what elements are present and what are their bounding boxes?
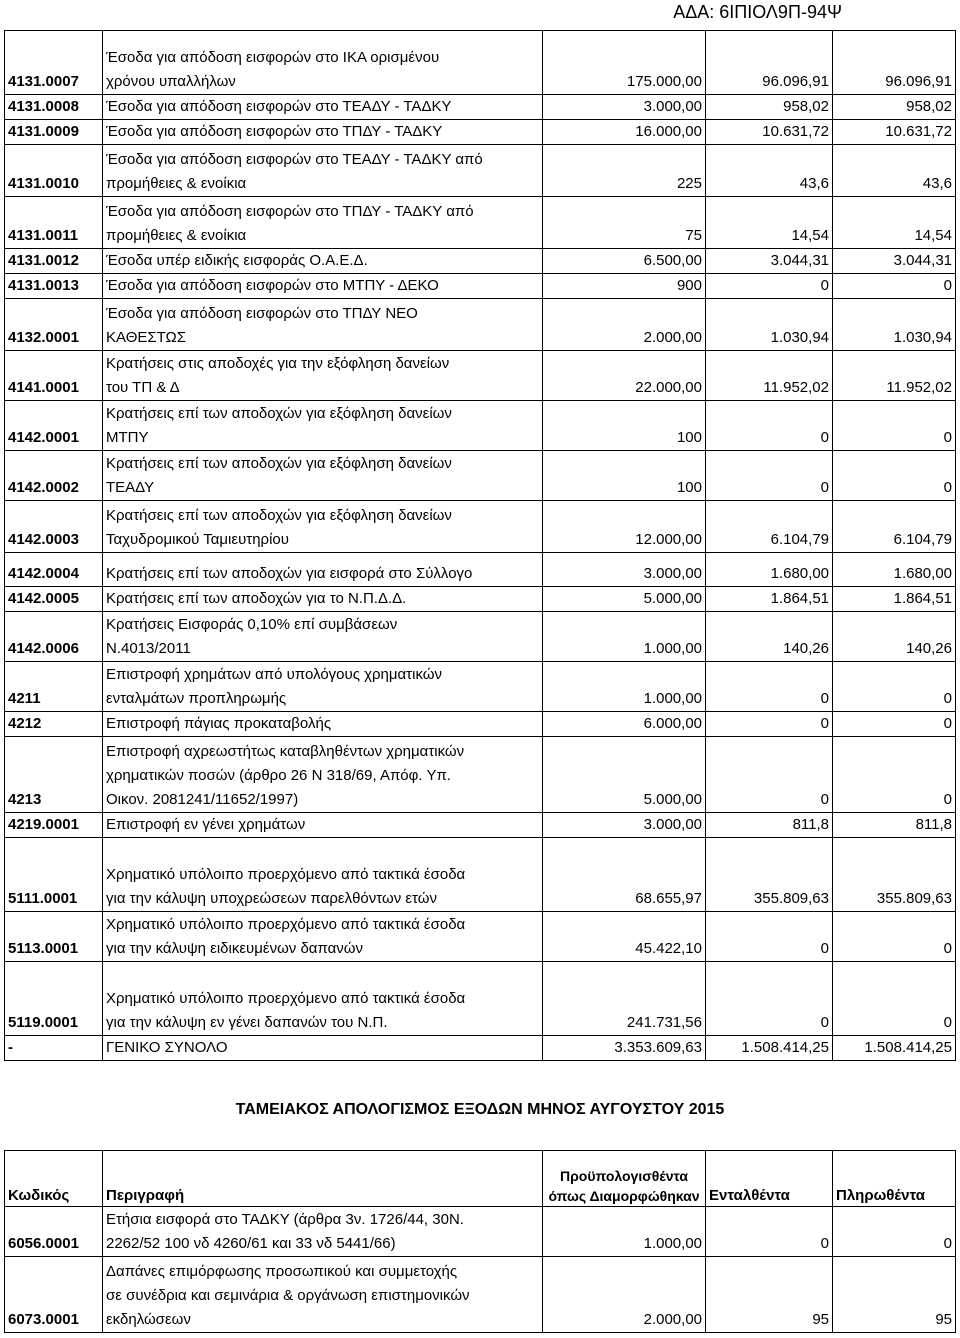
row-code: 4131.0009 (5, 120, 103, 145)
description-line: προμήθειες & ενοίκια (106, 175, 247, 192)
row-approved: 355.809,63 (706, 838, 833, 912)
row-code: 4219.0001 (5, 813, 103, 838)
row-code: 4131.0013 (5, 274, 103, 299)
row-description (103, 501, 543, 553)
row-budget: 1.000,00 (543, 1207, 706, 1257)
row-code: 4131.0008 (5, 95, 103, 120)
row-budget: 3.000,00 (543, 95, 706, 120)
description-line: Χρηματικό υπόλοιπο προερχόμενο από τακτικά έσοδα (106, 916, 466, 933)
description-line: 2262/52 100 νδ 4260/61 και 33 νδ 5441/66) (106, 1235, 396, 1252)
row-approved: 43,6 (706, 145, 833, 197)
row-paid: 811,8 (833, 813, 956, 838)
row-paid: 1.508.414,25 (833, 1036, 956, 1061)
row-code: - (5, 1036, 103, 1061)
description-line: Επιστροφή χρημάτων από υπολόγους χρηματικών (106, 666, 442, 683)
row-description (103, 737, 543, 813)
income-row (5, 813, 956, 838)
row-description (103, 1207, 543, 1257)
income-row (5, 351, 956, 401)
expense-row (5, 1257, 956, 1333)
row-approved: 10.631,72 (706, 120, 833, 145)
row-paid: 43,6 (833, 145, 956, 197)
row-description (103, 612, 543, 662)
row-paid: 14,54 (833, 197, 956, 249)
description-line: ΓΕΝΙΚΟ ΣΥΝΟΛΟ (106, 1039, 228, 1056)
description-line: του ΤΠ & Δ (106, 379, 180, 396)
row-description (103, 1036, 543, 1061)
row-paid: 0 (833, 1207, 956, 1257)
row-budget: 2.000,00 (543, 1257, 706, 1333)
row-paid: 355.809,63 (833, 838, 956, 912)
income-row (5, 712, 956, 737)
income-row (5, 962, 956, 1036)
income-table (4, 30, 956, 1061)
row-budget: 6.000,00 (543, 712, 706, 737)
row-paid: 95 (833, 1257, 956, 1333)
income-row (5, 737, 956, 813)
row-approved: 0 (706, 737, 833, 813)
description-line: Ετήσια εισφορά στο ΤΑΔΚΥ (άρθρα 3ν. 1726/44, 30Ν. (106, 1211, 464, 1228)
row-description (103, 838, 543, 912)
row-budget: 45.422,10 (543, 912, 706, 962)
header-paid: Πληρωθέντα (833, 1151, 956, 1207)
row-description (103, 912, 543, 962)
description-line: Έσοδα για απόδοση εισφορών στο ΤΠΔΥ - ΤΑΔΚΥ (106, 123, 443, 140)
description-line: Δαπάνες επιμόρφωσης προσωπικού και συμμετοχής (106, 1263, 458, 1280)
description-line: χρόνου υπαλλήλων (106, 73, 236, 90)
row-approved: 0 (706, 662, 833, 712)
row-approved: 958,02 (706, 95, 833, 120)
row-paid: 140,26 (833, 612, 956, 662)
row-code: 4131.0011 (5, 197, 103, 249)
row-budget: 100 (543, 401, 706, 451)
row-code: 6056.0001 (5, 1207, 103, 1257)
row-paid: 0 (833, 962, 956, 1036)
row-budget: 175.000,00 (543, 31, 706, 95)
row-paid: 0 (833, 712, 956, 737)
row-code: 4142.0003 (5, 501, 103, 553)
row-budget: 22.000,00 (543, 351, 706, 401)
row-description (103, 662, 543, 712)
description-line: Έσοδα για απόδοση εισφορών στο ΤΠΔΥ - ΤΑΔΚΥ από (106, 203, 474, 220)
income-row (5, 838, 956, 912)
description-line: Κρατήσεις επί των αποδοχών για το Ν.Π.Δ.Δ. (106, 590, 407, 607)
row-approved: 1.030,94 (706, 299, 833, 351)
row-description (103, 249, 543, 274)
row-paid: 1.030,94 (833, 299, 956, 351)
row-approved: 0 (706, 1207, 833, 1257)
row-code: 4131.0012 (5, 249, 103, 274)
income-row (5, 553, 956, 587)
description-line: Οικον. 2081241/11652/1997) (106, 791, 299, 808)
description-line: Επιστροφή αχρεωστήτως καταβληθέντων χρηματικών (106, 743, 465, 760)
description-line: σε συνέδρια και σεμινάρια & οργάνωση επιστημονικών (106, 1287, 470, 1304)
income-row (5, 501, 956, 553)
description-line: Ταχυδρομικού Ταμιευτηρίου (106, 531, 289, 548)
row-budget: 5.000,00 (543, 587, 706, 612)
row-paid: 1.680,00 (833, 553, 956, 587)
row-approved: 6.104,79 (706, 501, 833, 553)
income-row (5, 145, 956, 197)
row-description (103, 962, 543, 1036)
row-code: 4142.0001 (5, 401, 103, 451)
row-description (103, 197, 543, 249)
row-description (103, 31, 543, 95)
description-line: Κρατήσεις επί των αποδοχών για εισφορά στο Σύλλογο (106, 565, 473, 582)
row-paid: 11.952,02 (833, 351, 956, 401)
row-approved: 1.508.414,25 (706, 1036, 833, 1061)
row-description (103, 274, 543, 299)
row-budget: 2.000,00 (543, 299, 706, 351)
expense-header-row (5, 1151, 956, 1207)
description-line: Χρηματικό υπόλοιπο προερχόμενο από τακτικά έσοδα (106, 866, 466, 883)
row-code: 4211 (5, 662, 103, 712)
description-line: Έσοδα για απόδοση εισφορών στο ΜΤΠΥ - ΔΕΚΟ (106, 277, 439, 294)
row-description (103, 712, 543, 737)
row-approved: 96.096,91 (706, 31, 833, 95)
expense-row (5, 1207, 956, 1257)
description-line: ενταλμάτων προπληρωμής (106, 690, 287, 707)
ada-header: ΑΔΑ: 6ΙΠΙΟΛ9Π-94Ψ (673, 2, 842, 22)
row-description (103, 401, 543, 451)
description-line: Επιστροφή πάγιας προκαταβολής (106, 715, 332, 732)
row-budget: 900 (543, 274, 706, 299)
row-approved: 0 (706, 912, 833, 962)
row-paid: 0 (833, 737, 956, 813)
description-line: ΚΑΘΕΣΤΩΣ (106, 329, 187, 346)
description-line: Κρατήσεις Εισφοράς 0,10% επί συμβάσεων (106, 616, 398, 633)
row-code: 4131.0007 (5, 31, 103, 95)
row-approved: 95 (706, 1257, 833, 1333)
row-description (103, 351, 543, 401)
description-line: χρηματικών ποσών (άρθρο 26 Ν 318/69, Απόφ. Υπ. (106, 767, 451, 784)
row-code: 4141.0001 (5, 351, 103, 401)
description-line: εκδηλώσεων (106, 1311, 191, 1328)
row-budget: 241.731,56 (543, 962, 706, 1036)
row-paid: 0 (833, 401, 956, 451)
income-row (5, 120, 956, 145)
description-line: Χρηματικό υπόλοιπο προερχόμενο από τακτικά έσοδα (106, 990, 466, 1007)
description-line: Ν.4013/2011 (106, 640, 191, 657)
description-line: για την κάλυψη εν γένει δαπανών του Ν.Π. (106, 1014, 388, 1031)
row-approved: 14,54 (706, 197, 833, 249)
description-line: προμήθειες & ενοίκια (106, 227, 247, 244)
income-row (5, 299, 956, 351)
row-budget: 5.000,00 (543, 737, 706, 813)
header-description: Περιγραφή (103, 1151, 543, 1207)
income-row (5, 612, 956, 662)
description-line: Κρατήσεις στις αποδοχές για την εξόφληση δανείων (106, 355, 450, 372)
row-budget: 225 (543, 145, 706, 197)
description-line: Έσοδα υπέρ ειδικής εισφοράς Ο.Α.Ε.Δ. (106, 252, 368, 269)
row-code: 4142.0005 (5, 587, 103, 612)
description-line: Κρατήσεις επί των αποδοχών για εξόφληση δανείων (106, 507, 452, 524)
row-description (103, 813, 543, 838)
description-line: Έσοδα για απόδοση εισφορών στο ΙΚΑ ορισμένου (106, 49, 440, 66)
row-approved: 1.680,00 (706, 553, 833, 587)
row-paid: 0 (833, 662, 956, 712)
row-approved: 0 (706, 712, 833, 737)
row-paid: 6.104,79 (833, 501, 956, 553)
description-line: για την κάλυψη ειδικευμένων δαπανών (106, 940, 363, 957)
row-approved: 140,26 (706, 612, 833, 662)
row-approved: 3.044,31 (706, 249, 833, 274)
header-budget: Προϋπολογισθέντα όπως Διαμορφώθηκαν (543, 1151, 706, 1207)
description-line: Επιστροφή εν γένει χρημάτων (106, 816, 306, 833)
row-description (103, 120, 543, 145)
row-approved: 0 (706, 962, 833, 1036)
row-approved: 11.952,02 (706, 351, 833, 401)
row-budget: 1.000,00 (543, 612, 706, 662)
income-row (5, 451, 956, 501)
row-budget: 3.000,00 (543, 553, 706, 587)
row-description (103, 1257, 543, 1333)
expense-title: ΤΑΜΕΙΑΚΟΣ ΑΠΟΛΟΓΙΣΜΟΣ ΕΞΟΔΩΝ ΜΗΝΟΣ ΑΥΓΟΥΣΤΟΥ 2015 (235, 1101, 725, 1118)
income-row (5, 662, 956, 712)
income-row (5, 31, 956, 95)
row-budget: 3.353.609,63 (543, 1036, 706, 1061)
description-line: Έσοδα για απόδοση εισφορών στο ΤΠΔΥ ΝΕΟ (106, 305, 418, 322)
header-approved: Ενταλθέντα (706, 1151, 833, 1207)
row-code: 4212 (5, 712, 103, 737)
row-approved: 0 (706, 274, 833, 299)
row-code: 5119.0001 (5, 962, 103, 1036)
row-budget: 1.000,00 (543, 662, 706, 712)
row-description (103, 299, 543, 351)
description-line: Κρατήσεις επί των αποδοχών για εξόφληση δανείων (106, 455, 452, 472)
income-row (5, 587, 956, 612)
description-line: για την κάλυψη υποχρεώσεων παρελθόντων ετών (106, 890, 437, 907)
row-approved: 0 (706, 451, 833, 501)
income-row (5, 197, 956, 249)
row-paid: 958,02 (833, 95, 956, 120)
row-budget: 100 (543, 451, 706, 501)
row-code: 4142.0002 (5, 451, 103, 501)
row-description (103, 95, 543, 120)
row-code: 6073.0001 (5, 1257, 103, 1333)
income-row (5, 401, 956, 451)
row-paid: 0 (833, 274, 956, 299)
row-paid: 1.864,51 (833, 587, 956, 612)
income-row (5, 1036, 956, 1061)
row-paid: 0 (833, 912, 956, 962)
description-line: Έσοδα για απόδοση εισφορών στο ΤΕΑΔΥ - ΤΑΔΚΥ από (106, 151, 483, 168)
row-paid: 0 (833, 451, 956, 501)
row-approved: 811,8 (706, 813, 833, 838)
row-budget: 16.000,00 (543, 120, 706, 145)
row-description (103, 587, 543, 612)
row-code: 4131.0010 (5, 145, 103, 197)
income-row (5, 249, 956, 274)
income-row (5, 912, 956, 962)
row-budget: 68.655,97 (543, 838, 706, 912)
row-approved: 0 (706, 401, 833, 451)
expense-table (4, 1150, 956, 1333)
header-code: Κωδικός (5, 1151, 103, 1207)
row-description (103, 553, 543, 587)
row-budget: 75 (543, 197, 706, 249)
description-line: ΜΤΠΥ (106, 429, 149, 446)
row-code: 5111.0001 (5, 838, 103, 912)
income-row (5, 95, 956, 120)
row-code: 4142.0006 (5, 612, 103, 662)
row-budget: 12.000,00 (543, 501, 706, 553)
row-budget: 3.000,00 (543, 813, 706, 838)
row-paid: 3.044,31 (833, 249, 956, 274)
row-paid: 96.096,91 (833, 31, 956, 95)
row-code: 4132.0001 (5, 299, 103, 351)
income-row (5, 274, 956, 299)
row-description (103, 145, 543, 197)
row-code: 5113.0001 (5, 912, 103, 962)
row-code: 4213 (5, 737, 103, 813)
row-description (103, 451, 543, 501)
description-line: Κρατήσεις επί των αποδοχών για εξόφληση δανείων (106, 405, 452, 422)
row-paid: 10.631,72 (833, 120, 956, 145)
row-code: 4142.0004 (5, 553, 103, 587)
description-line: Έσοδα για απόδοση εισφορών στο ΤΕΑΔΥ - ΤΑΔΚΥ (106, 98, 452, 115)
row-approved: 1.864,51 (706, 587, 833, 612)
row-budget: 6.500,00 (543, 249, 706, 274)
description-line: ΤΕΑΔΥ (106, 479, 155, 496)
